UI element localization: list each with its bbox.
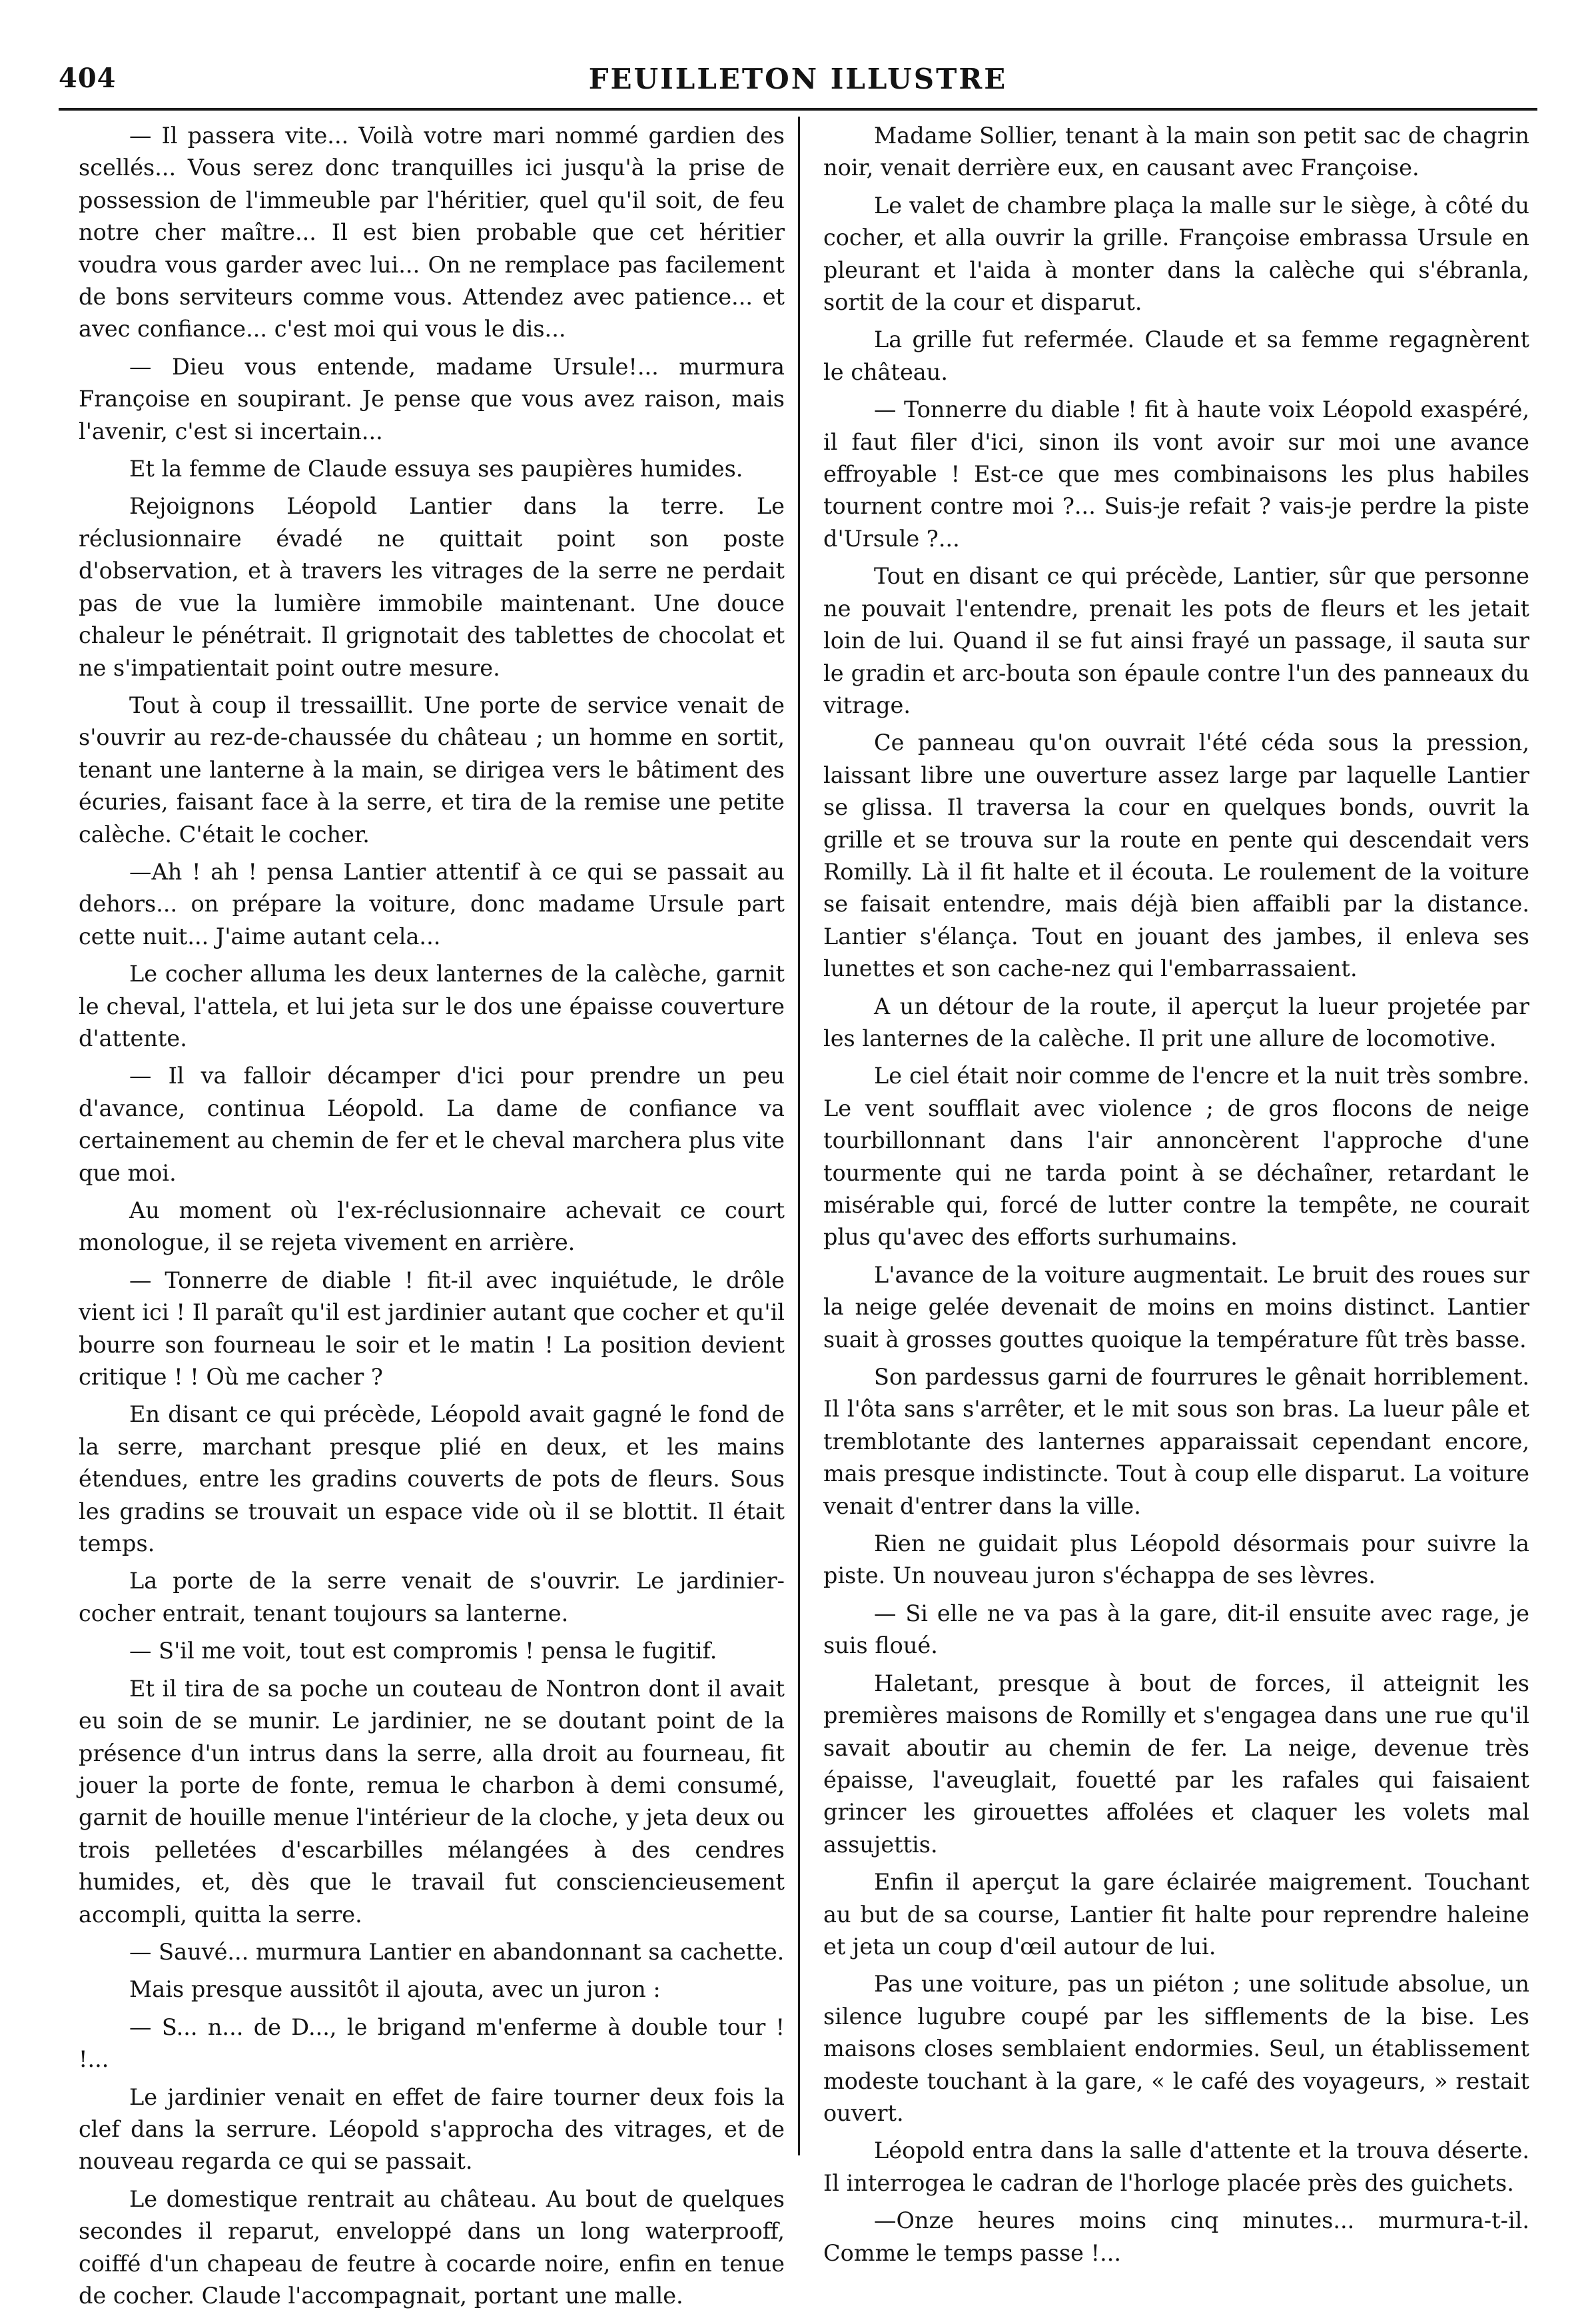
paragraph: Rien ne guidait plus Léopold désormais pour suivre la piste. Un nouveau juron s'échappa de ses lèvres. [823,1530,1529,1589]
column-divider [798,117,800,2155]
paragraph: —Ah ! ah ! pensa Lantier attentif à ce qui se passait au dehors... on prépare la voiture, donc madame Ursule part cette nuit... J'aime autant cela... [79,858,785,949]
paragraph: — Il va falloir décamper d'ici pour prendre un peu d'avance, continua Léopold. La dame de confiance va certainement au chemin de fer et le cheval marchera plus vite que moi. [79,1063,785,1186]
page-number: 404 [59,63,117,94]
left-column [79,120,785,2309]
paragraph: Ce panneau qu'on ouvrait l'été céda sous la pression, laissant libre une ouverture assez large par laquelle Lantier se glissa. Il traversa la cour en quelques bonds, ouvrit la grille et se trouva sur la route en pente qui descendait vers Romilly. Là il fit halte et il écouta. Le roulement de la voiture se faisait entendre, mais déjà bien affaibli par la distance. Lantier s'élança. Tout en jouant des jambes, il enleva ses lunettes et son cache-nez qui l'embarrassaient. [823,730,1529,982]
paragraph: L'avance de la voiture augmentait. Le bruit des roues sur la neige gelée devenait de moins en moins distinct. Lantier suait à grosses gouttes quoique la température fût très basse. [823,1261,1529,1353]
paragraph: Et la femme de Claude essuya ses paupières humides. [129,456,743,482]
paragraph: Le valet de chambre plaça la malle sur le siège, à côté du cocher, et alla ouvrir la grille. Françoise embrassa Ursule en pleurant et l'aida à monter dans la calèche qui s'ébranla, sortit de la cour et disparut. [823,192,1529,316]
paragraph: Au moment où l'ex-réclusionnaire achevait ce court monologue, il se rejeta vivement en arrière. [79,1197,785,1256]
paragraph: — Dieu vous entende, madame Ursule!... murmura Françoise en soupirant. Je pense que vous avez raison, mais l'avenir, c'est si incertain... [79,353,785,444]
paragraph: — Si elle ne va pas à la gare, dit-il ensuite avec rage, je suis floué. [823,1600,1529,1659]
paragraph: Pas une voiture, pas un piéton ; une solitude absolue, un silence lugubre coupé par les sifflements de la bise. Les maisons closes semblaient endormies. Seul, un établissement modeste touchant à la gare, « le café des voyageurs, » restait ouvert. [823,1971,1529,2126]
paragraph: Le cocher alluma les deux lanternes de la calèche, garnit le cheval, l'attela, et lui jeta sur le dos une épaisse couverture d'attente. [79,961,785,1051]
paragraph: Léopold entra dans la salle d'attente et la trouva déserte. Il interrogea le cadran de l'horloge placée près des guichets. [823,2137,1529,2196]
paragraph: Le ciel était noir comme de l'encre et la nuit très sombre. Le vent soufflait avec violence ; de gros flocons de neige tourbillonnant dans l'air annoncèrent l'approche d'une tourmente qui ne tarda point à se déchaîner, retardant le misérable qui, forcé de lutter contre la tempête, ne courait plus qu'avec des efforts surhumains. [823,1063,1529,1251]
paragraph: Tout à coup il tressaillit. Une porte de service venait de s'ouvrir au rez-de-chaussée du château ; un homme en sortit, tenant une lanterne à la main, se dirigea vers le bâtiment des écuries, faisant face à la serre, et tira de la remise une petite calèche. C'était le cocher. [79,692,785,848]
paragraph: Et il tira de sa poche un couteau de Nontron dont il avait eu soin de se munir. Le jardinier, ne se doutant point de la présence d'un intrus dans la serre, alla droit au fourneau, fit jouer la porte de fonte, remua le charbon à demi consumé, garnit de houille menue l'intérieur de la cloche, y jeta deux ou trois pelletées d'escarbilles mélangées à des cendres humides, et, dès que le travail fut consciencieusement accompli, quitta la serre. [79,1675,785,1928]
paragraph: — Il passera vite... Voilà votre mari nommé gardien des scellés... Vous serez donc tranquilles ici jusqu'à la prise de possession de l'immeuble par l'héritier, quel qu'il soit, de feu notre cher maître... Il est bien probable que cet héritier voudra vous garder avec lui... On ne remplace pas facilement de bons serviteurs comme vous. Attendez avec patience... et avec confiance... c'est moi qui vous le dis... [79,123,785,342]
paragraph: — Tonnerre de diable ! fit-il avec inquiétude, le drôle vient ici ! Il paraît qu'il est jardinier autant que cocher et qu'il bourre son fourneau le soir et le matin ! La position devient critique ! ! Où me cacher ? [79,1267,785,1391]
paragraph: La grille fut refermée. Claude et sa femme regagnèrent le château. [823,326,1529,385]
page-header [0,0,1596,100]
header-rule [59,108,1537,111]
paragraph: Rejoignons Léopold Lantier dans la terre. Le réclusionnaire évadé ne quittait point son poste d'observation, et à travers les vitrages de la serre ne perdait pas de vue la lumière immobile maintenant. Une douce chaleur le pénétrait. Il grignotait des tablettes de chocolat et ne s'impatientait point outre mesure. [79,493,785,681]
page-title: FEUILLETON ILLUSTRE [588,63,1008,95]
paragraph: Mais presque aussitôt il ajouta, avec un juron : [129,1976,661,2003]
paragraph: Haletant, presque à bout de forces, il atteignit les premières maisons de Romilly et s'engagea dans une rue qu'il savait aboutir au chemin de fer. La neige, devenue très épaisse, l'aveuglait, fouetté par les rafales qui faisaient grincer les girouettes affolées et claquer les volets mal assujettis. [823,1670,1529,1858]
paragraph: La porte de la serre venait de s'ouvrir. Le jardinier-cocher entrait, tenant toujours sa lanterne. [79,1568,785,1626]
paragraph: Son pardessus garni de fourrures le gênait horriblement. Il l'ôta sans s'arrêter, et le mit sous son bras. La lueur pâle et tremblotante des lanternes apparaissait cependant encore, mais presque indistincte. Tout à coup elle disparut. La voiture venait d'entrer dans la ville. [823,1364,1529,1519]
paragraph: Tout en disant ce qui précède, Lantier, sûr que personne ne pouvait l'entendre, prenait les pots de fleurs et les jetait loin de lui. Quand il se fut ainsi frayé un passage, il sauta sur le gradin et arc-bouta son épaule contre l'un des panneaux du vitrage. [823,563,1529,718]
paragraph: — Sauvé... murmura Lantier en abandonnant sa cachette. [129,1938,785,1965]
paragraph: — S'il me voit, tout est compromis ! pensa le fugitif. [129,1638,717,1664]
paragraph: A un détour de la route, il aperçut la lueur projetée par les lanternes de la calèche. Il prit une allure de locomotive. [823,993,1529,1051]
paragraph: En disant ce qui précède, Léopold avait gagné le fond de la serre, marchant presque plié en deux, et les mains étendues, entre les gradins couverts de pots de fleurs. Sous les gradins se trouvait un espace vide où il se blottit. Il était temps. [79,1401,785,1557]
paragraph: — S... n... de D..., le brigand m'enferme à double tour ! !... [79,2014,785,2073]
paragraph: Le jardinier venait en effet de faire tourner deux fois la clef dans la serrure. Léopold s'approcha des vitrages, et de nouveau regarda ce qui se passait. [79,2083,785,2175]
paragraph: — Tonnerre du diable ! fit à haute voix Léopold exaspéré, il faut filer d'ici, sinon ils vont avoir sur moi une avance effroyable ! Est-ce que mes combinaisons les plus habiles tournent contre moi ?... Suis-je refait ? vais-je perdre la piste d'Ursule ?... [823,396,1529,552]
paragraph: —Onze heures moins cinq minutes... murmura-t-il. Comme le temps passe !... [823,2207,1529,2266]
paragraph: Madame Sollier, tenant à la main son petit sac de chagrin noir, venait derrière eux, en causant avec Françoise. [823,123,1529,181]
paragraph: Le domestique rentrait au château. Au bout de quelques secondes il reparut, enveloppé dans un long waterprooff, coiffé d'un chapeau de feutre à cocarde noire, enfin en tenue de cocher. Claude l'accompagnait, portant une malle. [79,2185,785,2309]
paragraph: Enfin il aperçut la gare éclairée maigrement. Touchant au but de sa course, Lantier fit halte pour reprendre haleine et jeta un coup d'œil autour de lui. [823,1869,1529,1960]
right-column [823,120,1529,2266]
